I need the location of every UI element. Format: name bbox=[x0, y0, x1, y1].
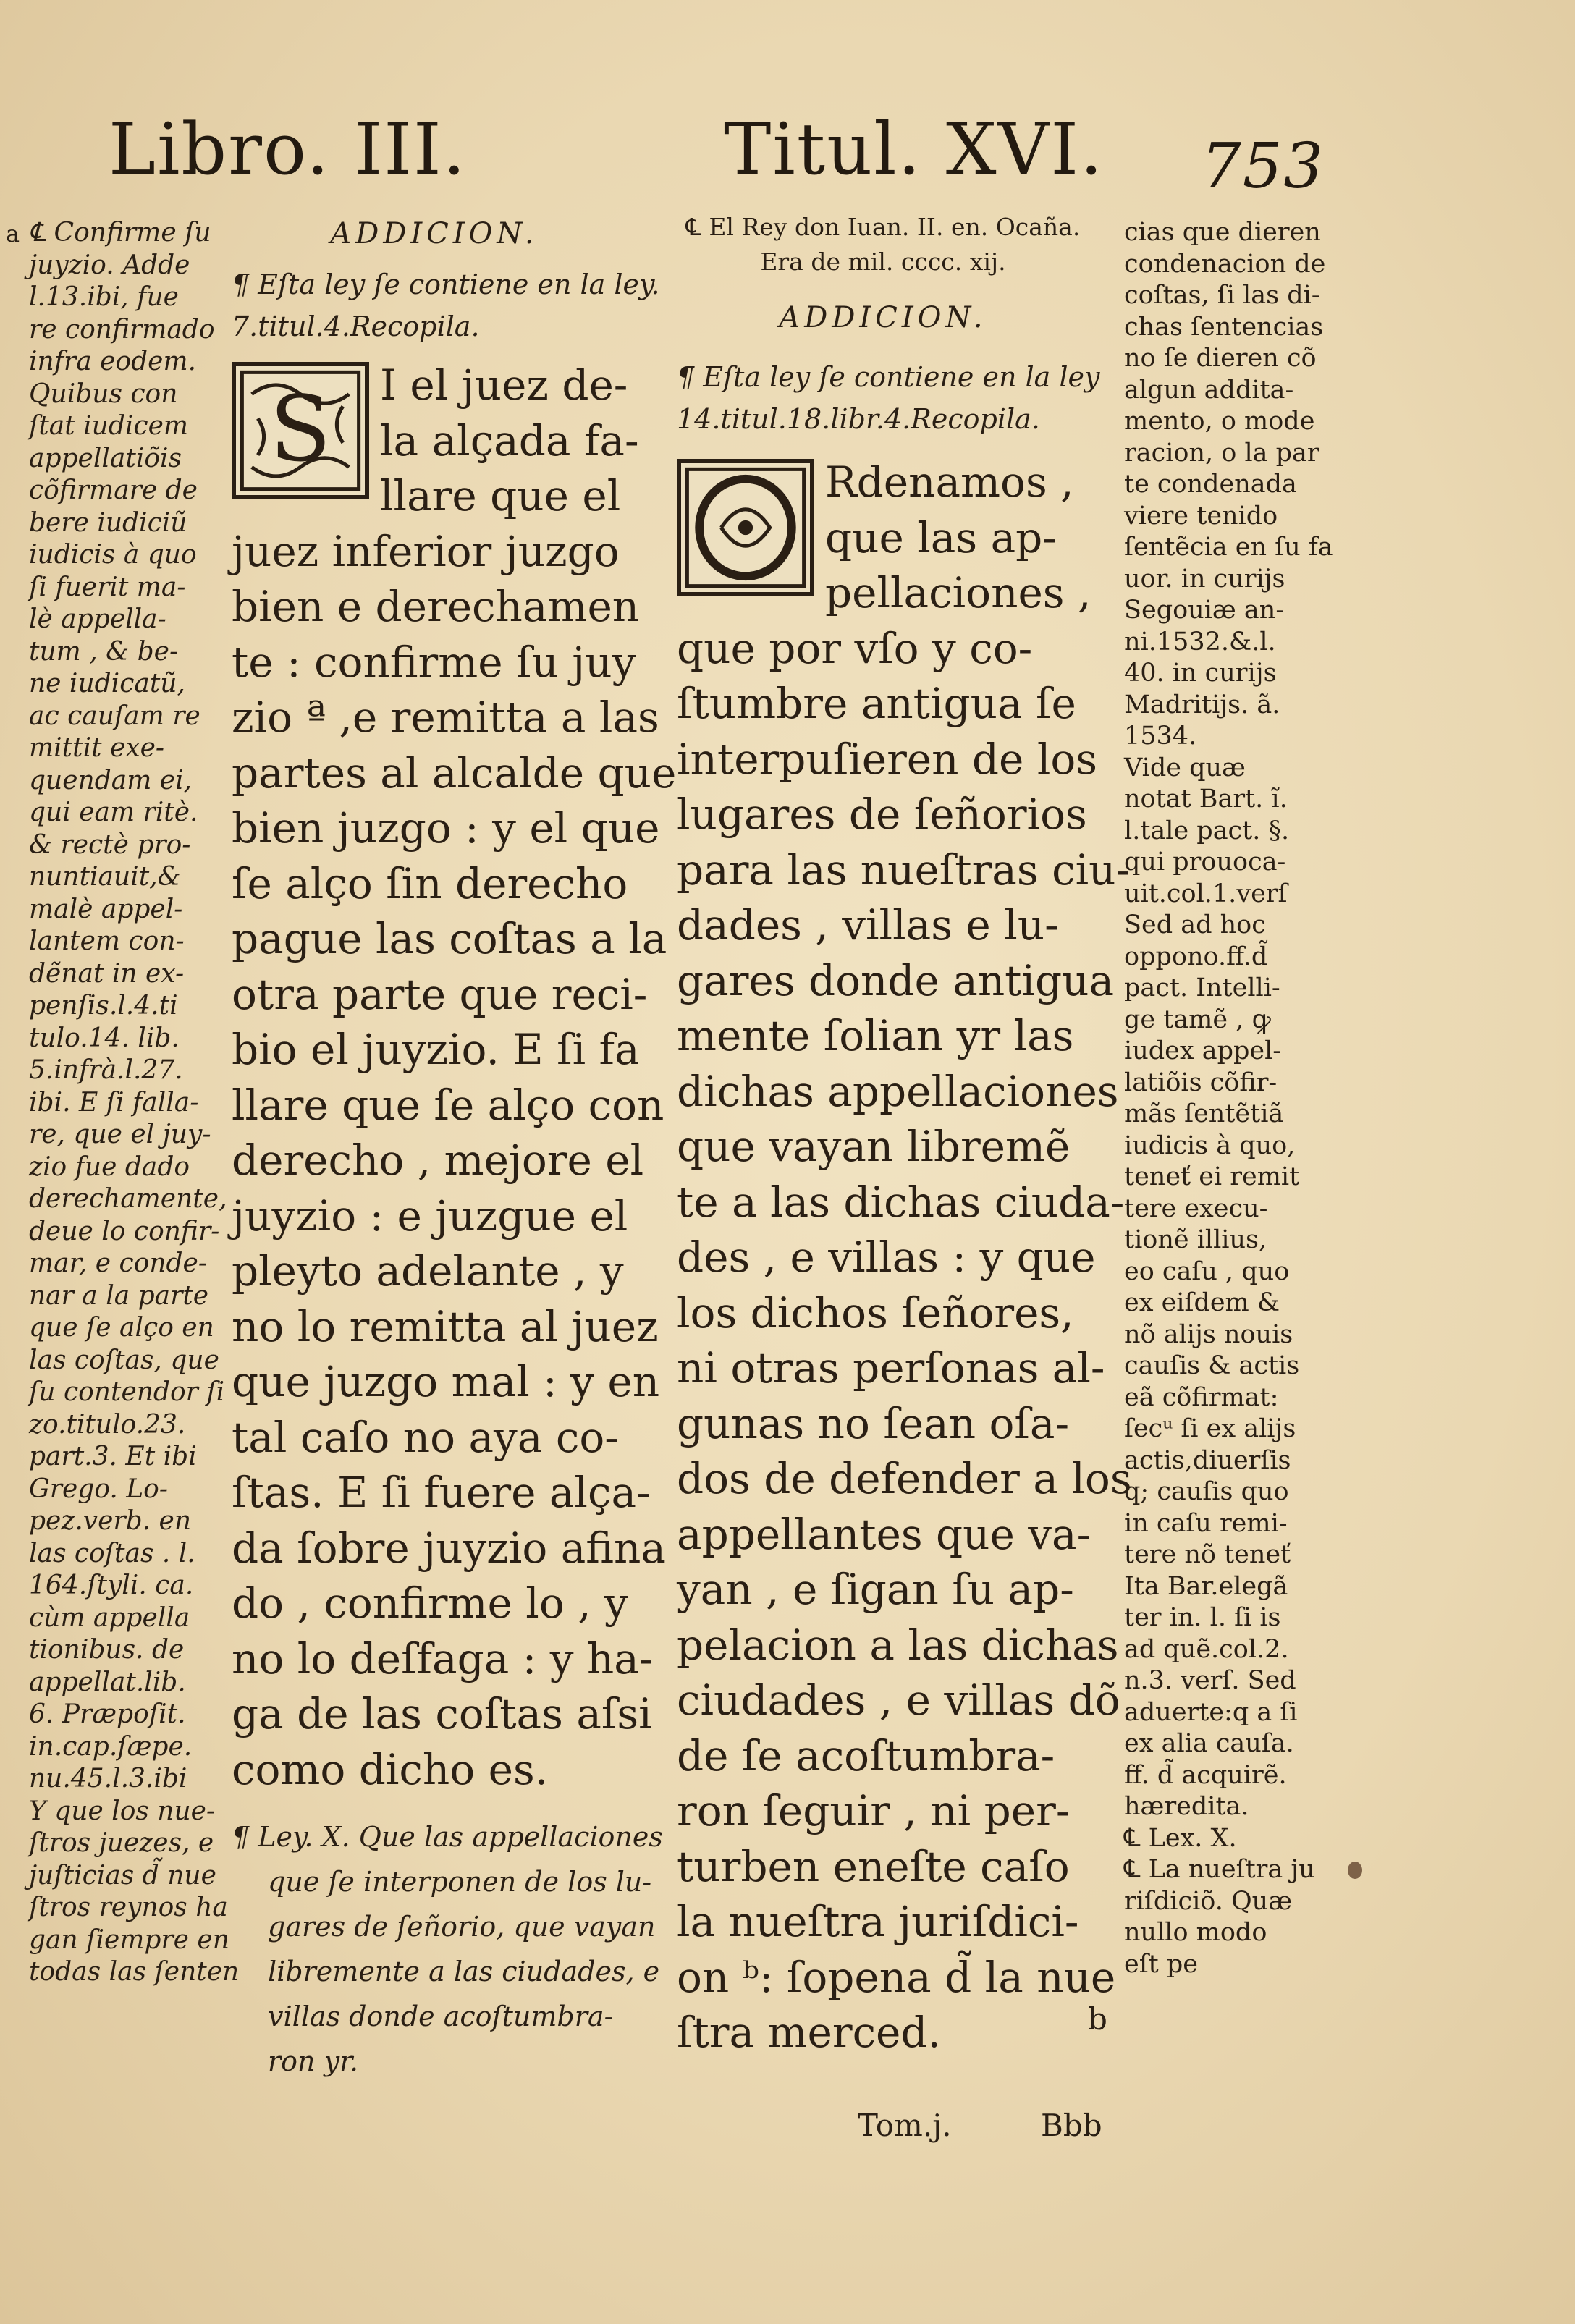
gloss-line: gan ſiempre en bbox=[29, 1924, 229, 1955]
gloss-line: ſentẽcia en ſu fa bbox=[1124, 533, 1333, 562]
gloss-line: appellat.lib. bbox=[29, 1667, 186, 1697]
text-line: des , e villas : y que bbox=[677, 1233, 1096, 1282]
ornament-icon bbox=[240, 370, 361, 491]
gloss-line: uor. in curijs bbox=[1124, 564, 1285, 593]
gloss-line: ibi. E ſi falla- bbox=[29, 1087, 199, 1117]
gloss-line: cùm appella bbox=[29, 1602, 190, 1633]
gloss-line: eã cõfirmat: bbox=[1124, 1382, 1279, 1412]
gloss-line: riſdiciõ. Quæ bbox=[1124, 1886, 1293, 1916]
text-line: on ᵇ: ſopena d̃ la nue bbox=[677, 1952, 1116, 2002]
gloss-line: ſecᵘ ſi ex alijs bbox=[1124, 1414, 1296, 1443]
header-title: Titul. XVI. bbox=[724, 109, 1105, 191]
gloss-line: tere nõ teneť bbox=[1124, 1540, 1291, 1569]
gloss-line: lè appella- bbox=[29, 604, 166, 634]
text-line: dos de defender a los bbox=[677, 1454, 1132, 1503]
gloss-line: algun addita- bbox=[1124, 375, 1294, 405]
gloss-line: 164.ſtyli. ca. bbox=[29, 1571, 194, 1600]
gloss-line: cauſis & actis bbox=[1124, 1351, 1300, 1380]
gloss-line: part.3. Et ibi bbox=[29, 1442, 197, 1471]
law-text bbox=[232, 358, 677, 1797]
text-line: mente ſolian yr las bbox=[677, 1011, 1074, 1060]
text-line: tal caſo no aya co- bbox=[232, 1412, 619, 1462]
text-line: gunas no ſean oſa- bbox=[677, 1398, 1070, 1448]
gloss-line: ter in. l. ſi is bbox=[1124, 1603, 1281, 1632]
text-line: llare que el bbox=[380, 471, 621, 520]
page-number: 753 bbox=[1202, 130, 1325, 203]
gloss-line: q; cauſis quo bbox=[1124, 1477, 1289, 1506]
gloss-line: l.tale pact. §. bbox=[1124, 816, 1290, 845]
gloss-line: nar a la parte bbox=[29, 1280, 209, 1311]
ley-line: villas donde acoſtumbra- bbox=[268, 2000, 614, 2032]
gloss-line: Grego. Lo- bbox=[29, 1474, 168, 1504]
gloss-line: iudicis à quo, bbox=[1124, 1131, 1296, 1160]
text-line: juez inferior juzgo bbox=[232, 526, 620, 576]
note-line: ¶ Eſta ley ſe contiene en la ley. bbox=[232, 269, 660, 300]
gloss-line: l.13.ibi, fue bbox=[29, 282, 179, 312]
text-line: ga de las coſtas aſsi bbox=[232, 1689, 652, 1738]
gloss-line: iudex appel- bbox=[1124, 1036, 1282, 1065]
gloss-line: racion, o la par bbox=[1124, 438, 1319, 468]
text-line: la nueſtra juriſdici- bbox=[677, 1897, 1079, 1946]
text-line: dichas appellaciones bbox=[677, 1066, 1119, 1116]
gloss-line: las coſtas, que bbox=[29, 1345, 219, 1375]
svg-text:S: S bbox=[269, 377, 332, 482]
gloss-line: ex eiſdem & bbox=[1124, 1288, 1280, 1317]
text-line: dades , villas e lu- bbox=[677, 900, 1059, 950]
text-line: ſtumbre antigua ſe bbox=[677, 679, 1076, 728]
gloss-line: ac cauſam re bbox=[29, 701, 200, 731]
gloss-line: lantem con- bbox=[29, 926, 185, 956]
gloss-line: tum , & be- bbox=[29, 636, 179, 667]
gloss-line: no ſe dieren cõ bbox=[1124, 344, 1317, 373]
text-line: bio el juyzio. E ſi fa bbox=[232, 1025, 640, 1074]
gloss-line: eo caſu , quo bbox=[1124, 1256, 1290, 1286]
gloss-line: ex alia cauſa. bbox=[1124, 1729, 1294, 1758]
gloss-line: chas ſentencias bbox=[1124, 312, 1324, 342]
text-line: I el juez de- bbox=[380, 360, 628, 410]
ley-line: ¶ Ley. X. Que las appellaciones bbox=[232, 1821, 663, 1853]
text-line: juyzio : e juzgue el bbox=[232, 1191, 628, 1241]
text-line: Rdenamos , bbox=[825, 457, 1074, 507]
text-line: lugares de ſeñorios bbox=[677, 790, 1087, 839]
addicion-note bbox=[232, 263, 660, 347]
gloss-line: ℄ Confirme ſu bbox=[29, 218, 211, 248]
gloss-line: teneť ei remit bbox=[1124, 1162, 1300, 1191]
text-line: ron ſeguir , ni per- bbox=[677, 1786, 1071, 1835]
gloss-line: ne iudicatũ, bbox=[29, 669, 185, 698]
text-line: ciudades , e villas dõ bbox=[677, 1676, 1120, 1725]
text-line: para las nueſtras ciu- bbox=[677, 845, 1131, 895]
column-one bbox=[232, 217, 677, 2084]
margin-marker-b: b bbox=[1088, 2001, 1107, 2037]
gloss-line: nõ alijs nouis bbox=[1124, 1319, 1293, 1349]
ley-line: gares de ſeñorio, que vayan bbox=[268, 1911, 656, 1943]
text-line: ſe alço ſin derecho bbox=[232, 858, 628, 908]
decorated-initial-o bbox=[677, 459, 814, 596]
text-line: partes al alcalde que bbox=[232, 748, 677, 798]
gloss-line: nuntiauit,& bbox=[29, 862, 181, 892]
ink-blot bbox=[1348, 1862, 1362, 1879]
law-text-2 bbox=[677, 455, 1132, 2061]
text-line: otra parte que reci- bbox=[232, 969, 648, 1019]
text-line: turben eneſte caſo bbox=[677, 1841, 1070, 1891]
note-line: 14.titul.18.libr.4.Recopila. bbox=[677, 403, 1040, 435]
gloss-line: deue lo confir- bbox=[29, 1216, 220, 1246]
gloss-line: quendam ei, bbox=[29, 765, 193, 795]
gloss-line: ff. d̃ acquirẽ. bbox=[1124, 1760, 1287, 1790]
gloss-line: uit.col.1.verſ bbox=[1124, 879, 1288, 908]
gloss-line: 1534. bbox=[1124, 722, 1197, 751]
gloss-line: ℄ La nueſtra ju bbox=[1124, 1855, 1315, 1884]
text-line: da ſobre juyzio afina bbox=[232, 1523, 666, 1573]
text-line: pague las coſtas a la bbox=[232, 914, 667, 963]
text-line: de ſe acoſtumbra- bbox=[677, 1731, 1055, 1780]
gloss-line: & rectè pro- bbox=[29, 829, 191, 860]
margin-marker-a: a bbox=[6, 220, 20, 248]
gloss-line: appellatiõis bbox=[29, 443, 182, 473]
text-line: te a las dichas ciuda- bbox=[677, 1177, 1125, 1227]
text-line: ni otras perſonas al- bbox=[677, 1343, 1105, 1393]
gloss-line: nu.45.l.3.ibi bbox=[29, 1764, 187, 1793]
gloss-line: Sed ad hoc bbox=[1124, 910, 1266, 939]
gloss-line: juyzio. Adde bbox=[29, 250, 190, 280]
gloss-line: qui prouoca- bbox=[1124, 848, 1286, 876]
gloss-line: cias que dieren bbox=[1124, 218, 1321, 247]
gloss-line: in caſu remi- bbox=[1124, 1508, 1288, 1538]
note-line: 7.titul.4.Recopila. bbox=[232, 310, 480, 342]
text-line: appellantes que va- bbox=[677, 1509, 1091, 1559]
gloss-line: Ita Bar.elegã bbox=[1124, 1571, 1288, 1601]
gloss-line: eſt pe bbox=[1124, 1949, 1198, 1979]
gloss-line: ni.1532.&.l. bbox=[1124, 627, 1276, 656]
gloss-line: mãs ſentẽtiã bbox=[1124, 1099, 1284, 1128]
gloss-line: malè appel- bbox=[29, 894, 183, 924]
text-line: no lo deſfaga : y ha- bbox=[232, 1634, 654, 1683]
text-line: do , confirme lo , y bbox=[232, 1579, 628, 1628]
gloss-line: Y que los nue- bbox=[29, 1796, 216, 1826]
gloss-line: hæredita. bbox=[1124, 1792, 1249, 1821]
gloss-line: infra eodem. bbox=[29, 347, 197, 376]
gloss-line: mento, o mode bbox=[1124, 407, 1315, 436]
gloss-line: re confirmado bbox=[29, 314, 215, 345]
ley-x-heading bbox=[232, 1814, 663, 2084]
gloss-line: te condenada bbox=[1124, 470, 1297, 499]
gloss-line: re, que el juy- bbox=[29, 1120, 211, 1149]
text-line: no lo remitta al juez bbox=[232, 1301, 659, 1351]
text-line: que juzgo mal : y en bbox=[232, 1357, 660, 1406]
footer-signature: Bbb bbox=[1041, 2108, 1102, 2143]
gloss-line: aduerte:q a ſi bbox=[1124, 1697, 1298, 1727]
gloss-line: penſis.l.4.ti bbox=[29, 991, 178, 1021]
gloss-line: dẽnat in ex- bbox=[29, 958, 185, 989]
gloss-line: mar, e conde- bbox=[29, 1248, 208, 1278]
gloss-line: Segouiæ an- bbox=[1124, 596, 1285, 625]
note-line: ¶ Eſta ley ſe contiene en la ley bbox=[677, 361, 1100, 393]
gloss-line: notat Bart. ĩ. bbox=[1124, 785, 1288, 814]
text-line: ſtra merced. bbox=[677, 2008, 941, 2057]
gloss-line: Quibus con bbox=[29, 379, 178, 409]
gloss-line: ſi fuerit ma- bbox=[29, 572, 186, 602]
gloss-line: pez.verb. en bbox=[29, 1506, 192, 1536]
gloss-line: ℄ Lex. X. bbox=[1124, 1823, 1237, 1853]
gloss-line: oppono.ff.d̃ bbox=[1124, 942, 1268, 971]
text-line: pleyto adelante , y bbox=[232, 1246, 624, 1296]
king-attribution bbox=[677, 210, 1089, 279]
right-margin-gloss bbox=[1124, 217, 1333, 1980]
text-line: derecho , mejore el bbox=[232, 1136, 644, 1185]
gloss-line: cõfirmare de bbox=[29, 476, 198, 505]
gloss-line: ſu contendor ſi bbox=[29, 1377, 225, 1407]
ley-line: que ſe interponen de los lu- bbox=[268, 1866, 652, 1898]
left-margin-gloss bbox=[29, 217, 240, 1989]
gloss-line: 5.infrà.l.27. bbox=[29, 1055, 183, 1085]
decorated-initial-s bbox=[232, 362, 369, 499]
gloss-line: derechamente, bbox=[29, 1184, 227, 1214]
gloss-line: ſtros reynos ha bbox=[29, 1893, 228, 1922]
gloss-line: viere tenido bbox=[1124, 501, 1278, 531]
text-line: como dicho es. bbox=[232, 1744, 549, 1794]
gloss-line: iudicis à quo bbox=[29, 540, 197, 570]
gloss-line: ge tamẽ , ꝙ bbox=[1124, 1005, 1271, 1034]
column-two bbox=[677, 210, 1132, 2061]
footer-volume: Tom.j. bbox=[858, 2108, 952, 2143]
ley-line: ron yr. bbox=[268, 2045, 359, 2077]
text-line: gares donde antigua bbox=[677, 955, 1115, 1005]
text-line: llare que ſe alço con bbox=[232, 1080, 664, 1130]
ley-line: libremente a las ciudades, e bbox=[268, 1956, 660, 1987]
gloss-line: ſtat iudicem bbox=[29, 411, 189, 441]
ornament-icon bbox=[685, 467, 806, 588]
text-line: bien juzgo : y el que bbox=[232, 803, 660, 853]
gloss-line: zo.titulo.23. bbox=[29, 1409, 186, 1440]
gloss-line: condenacion de bbox=[1124, 249, 1326, 279]
gloss-line: coſtas, ſi las di- bbox=[1124, 281, 1320, 310]
gloss-line: que ſe alço en bbox=[29, 1313, 214, 1343]
addicion-heading-2: ADDICION. bbox=[779, 301, 987, 334]
gloss-line: in.cap.ſæpe. bbox=[29, 1731, 193, 1762]
gloss-line: todas las ſenten bbox=[29, 1957, 240, 1987]
gloss-line: mittit exe- bbox=[29, 733, 165, 763]
text-line: te : confirme ſu juy bbox=[232, 637, 636, 687]
gloss-line: nullo modo bbox=[1124, 1918, 1267, 1947]
gloss-line: zio fue dado bbox=[29, 1152, 190, 1182]
text-line: los dichos ſeñores, bbox=[677, 1288, 1074, 1338]
text-line: que por vſo y co- bbox=[677, 623, 1033, 673]
gloss-line: tionibus. de bbox=[29, 1635, 185, 1665]
text-line: pelacion a las dichas bbox=[677, 1620, 1119, 1670]
text-line: que vayan libremẽ bbox=[677, 1122, 1071, 1171]
text-line: bien e derechamen bbox=[232, 582, 640, 631]
text-line: que las ap- bbox=[825, 512, 1057, 562]
gloss-line: Madritijs. ã. bbox=[1124, 690, 1280, 719]
gloss-line: Vide quæ bbox=[1124, 753, 1246, 782]
gloss-line: tere execu- bbox=[1124, 1193, 1268, 1223]
gloss-line: ſtros juezes, e bbox=[29, 1828, 214, 1858]
gloss-line: pact. Intelli- bbox=[1124, 973, 1280, 1002]
gloss-line: actis,diuerſis bbox=[1124, 1445, 1291, 1475]
gloss-line: 6. Præpoſit. bbox=[29, 1699, 186, 1729]
text-line: la alçada fa- bbox=[380, 415, 639, 465]
gloss-line: las coſtas . l. bbox=[29, 1538, 195, 1568]
addicion-heading: ADDICION. bbox=[330, 217, 539, 250]
text-line: pellaciones , bbox=[825, 568, 1091, 617]
gloss-line: ad quẽ.col.2. bbox=[1124, 1634, 1289, 1664]
gloss-line: juſticias d̃ nue bbox=[29, 1860, 216, 1890]
rey-line: ℄ El Rey don Iuan. II. en. Ocaña. bbox=[685, 213, 1081, 241]
gloss-line: 40. in curijs bbox=[1124, 659, 1277, 688]
gloss-line: qui eam ritè. bbox=[29, 798, 198, 827]
gloss-line: n.3. verſ. Sed bbox=[1124, 1666, 1296, 1695]
gloss-line: latiõis cõfir- bbox=[1124, 1068, 1278, 1097]
text-line: ſtas. E ſi fuere alça- bbox=[232, 1468, 651, 1517]
header-book: Libro. III. bbox=[109, 109, 467, 191]
rey-line: Era de mil. cccc. xij. bbox=[760, 248, 1006, 276]
addicion-note-2 bbox=[677, 356, 1100, 440]
text-line: interpuſieren de los bbox=[677, 734, 1098, 784]
gloss-line: tulo.14. lib. bbox=[29, 1023, 180, 1053]
gloss-line: bere iudiciũ bbox=[29, 507, 187, 538]
text-line: zio ª ,e remitta a las bbox=[232, 693, 659, 742]
text-line: yan , e ſigan ſu ap- bbox=[677, 1565, 1074, 1614]
gloss-line: tionẽ illius, bbox=[1124, 1225, 1267, 1254]
